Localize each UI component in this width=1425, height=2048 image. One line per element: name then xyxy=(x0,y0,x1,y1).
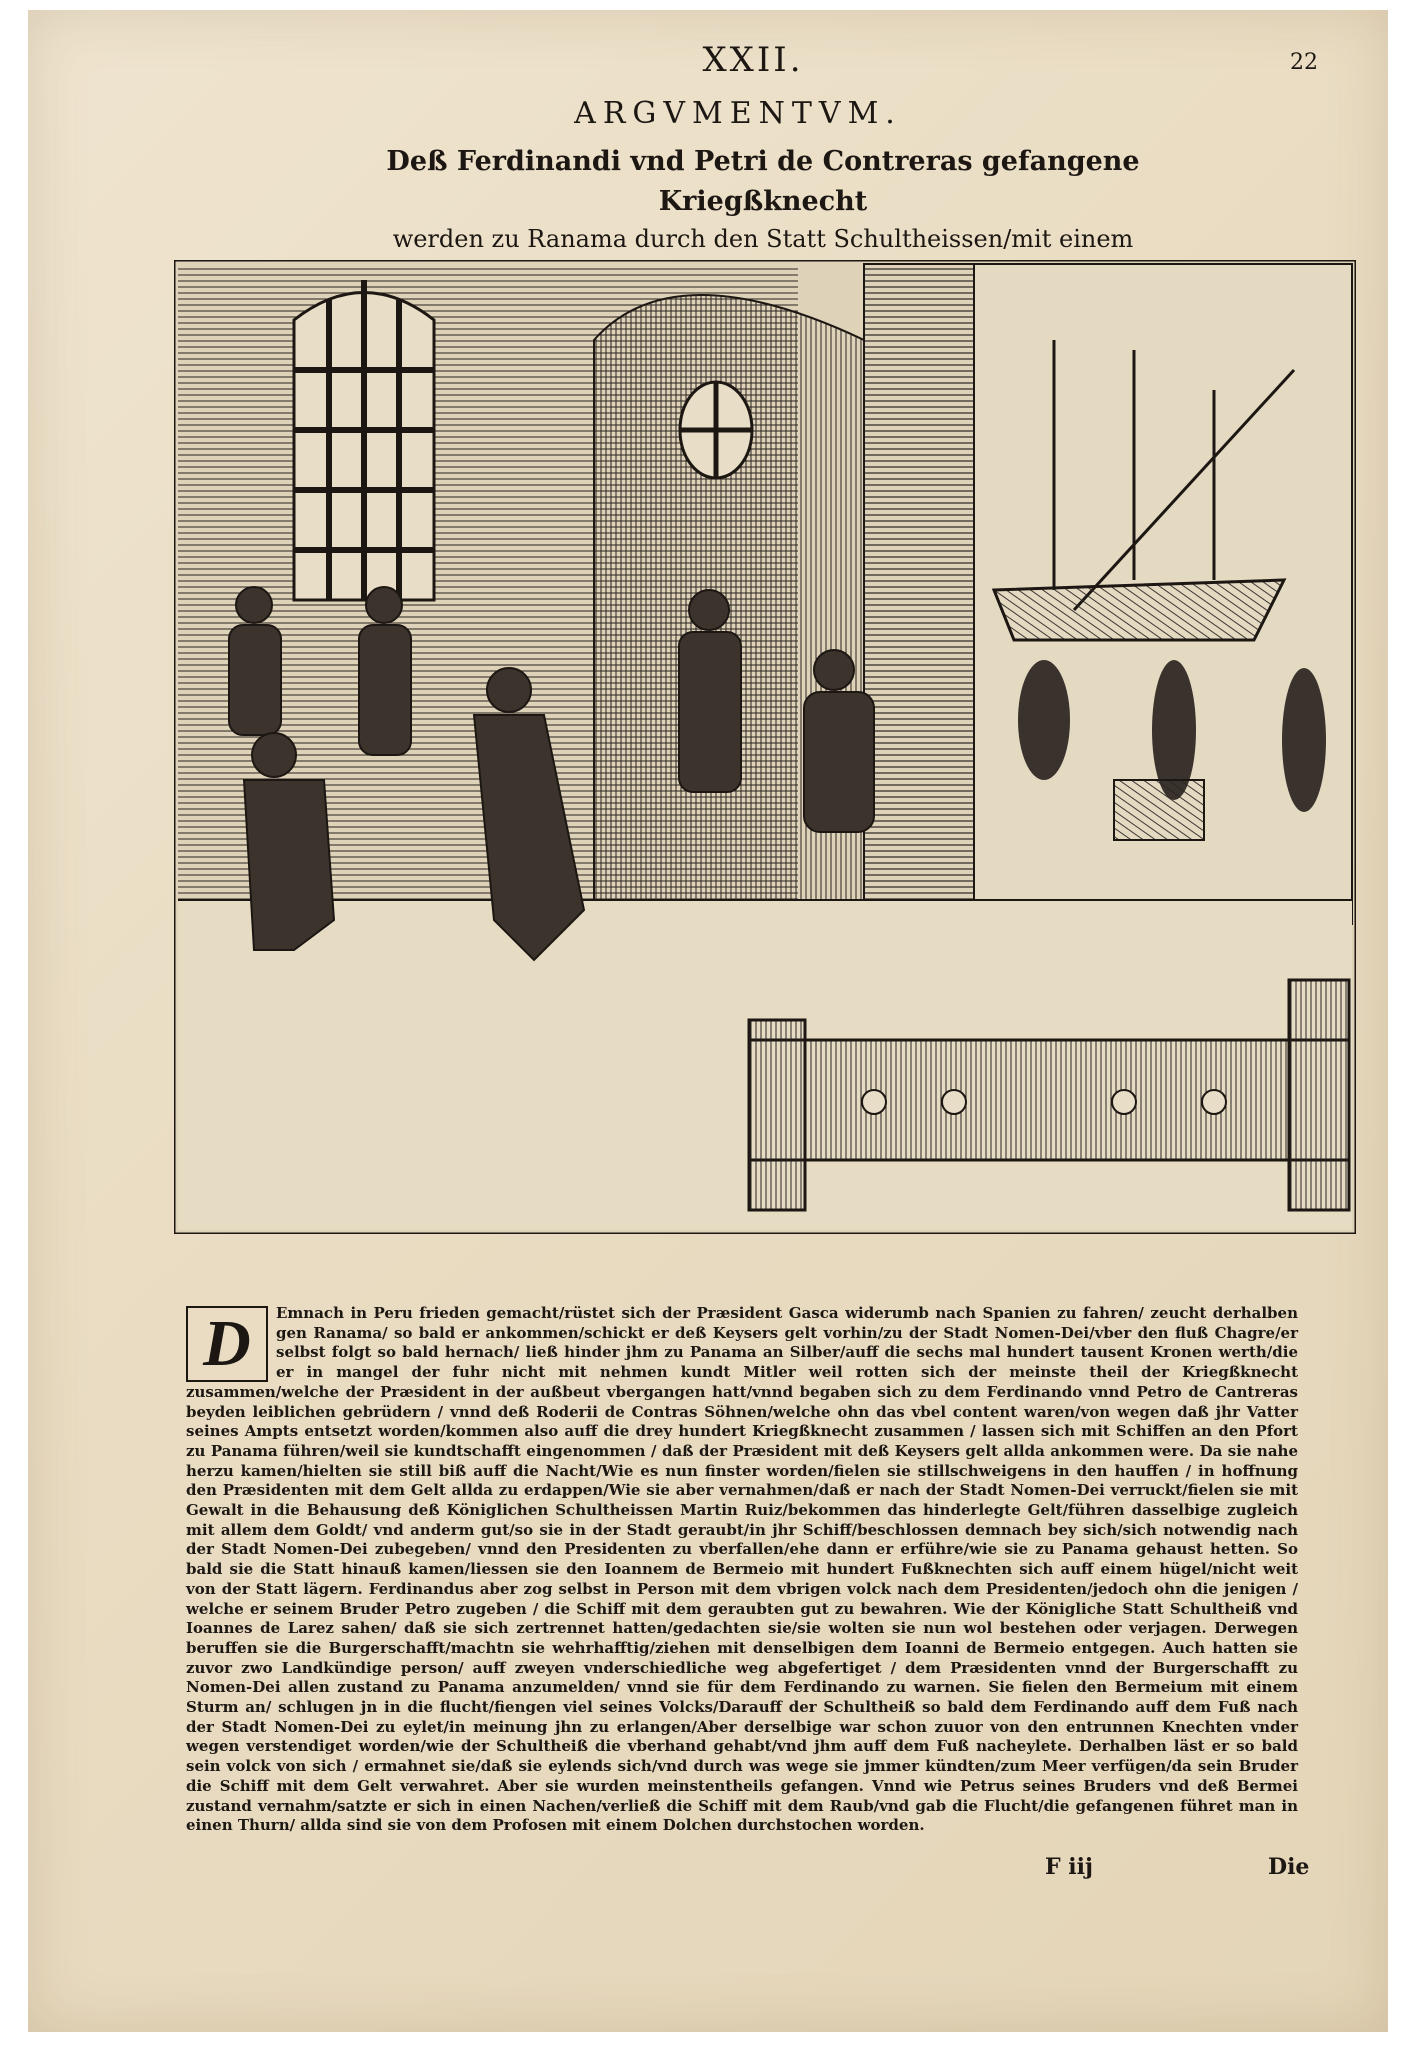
page-number: 22 xyxy=(1290,50,1318,75)
body-text xyxy=(186,1304,1298,1836)
catchword: Die xyxy=(1268,1854,1310,1880)
body-paragraph: Emnach in Peru frieden gemacht/rüstet sich der Præsident Gasca widerumb nach Spanien zu fahren/ zeucht derhalben gen Ranama/ so bald er ankommen/schickt er deß Keysers gelt vorhin/zu der Stadt Nomen-Dei/vber den fluß Chagre/er selbst folgt so bald hernach/ ließ hinder jhm zu Panama an Silber/auff die sechs mal hundert tausent Kronen werth/die er in mangel der fuhr nicht mit nehmen kundt Mitler weil rotten sich der meinste theil der Kriegßknecht zusammen/welche der Præsident in der außbeut vbergangen hatt/vnnd begaben sich zu dem Ferdinando vnnd Petro de Cantreras beyden leiblichen gebrüdern / vnnd deß Roderii de Contras Söhnen/welche ohn das vbel content waren/von wegen daß jhr Vatter seines Ampts entsetzt worden/kommen also auff die drey hundert Kriegßknecht zusammen / lassen sich mit Schiffen an den Pfort zu Panama führen/weil sie kundtschafft eingenommen / daß der Præsident mit deß Keysers gelt allda ankommen were. Da sie nahe herzu kamen/hielten sie still biß auff die Nacht/Wie es nun finster worden/fielen sie stillschweigens in den hauffen / in hoffnung den Præsidenten mit dem Gelt allda zu erdappen/Wie sie aber vernahmen/daß er nach der Stadt Nomen-Dei verruckt/fielen sie mit Gewalt in die Behausung deß Königlichen Schultheissen Martin Ruiz/bekommen das hinderlegte Gelt/führen dasselbige zugleich mit allem dem Goldt/ vnd anderm gut/so sie in der Stadt geraubt/in jhr Schiff/beschlossen demnach bey sich/sich notwendig nach der Stadt Nomen-Dei zubegeben/ vnnd den Presidenten zu vberfallen/ehe dann er erführe/wie sie zu Panama gehaust hetten. So bald sie die Statt hinauß kamen/liessen sie den Ioannem de Bermeio mit hundert Fußknechten sich auff einem hügel/nicht weit von der Statt lägern. Ferdinandus aber zog selbst in Person mit dem vbrigen volck nach dem Presidenten/jedoch ohn die jenigen / welche er seinem Bruder Petro zugeben / die Schiff mit dem geraubten gut zu bewahren. Wie der Königliche Statt Schultheiß vnd Ioannes de Larez sahen/ daß sie sich zertrennet hatten/gedachten sie/sie wolten sie nun wol bestehen oder verjagen. Derwegen beruffen sie die Burgerschafft/machtn sie wehrhafftig/ziehen mit denselbigen dem Ioanni de Bermeio entgegen. Auch hatten sie zuvor zwo Landkündige person/ auff zweyen vnderschiedliche weg abgefertiget / dem Præsidenten vnnd der Burgerschafft zu Nomen-Dei allen zustand zu Panama anzumelden/ vnnd sie für dem Ferdinando zu warnen. Sie fielen den Bermeium mit einem Sturm an/ schlugen jn in die flucht/fiengen viel seines Volcks/Darauff der Schultheiß so bald dem Ferdinando auff dem Fuß nach der Stadt Nomen-Dei zu eylet/in meinung jhn zu erlangen/Aber derselbige war schon zuuor von den entrunnen Knechten vnder wegen verstendiget worden/wie der Schultheiß die vberhand gehabt/vnd jhm auff dem Fuß nacheylete. Derhalben läst er so bald sein volck von sich / ermahnet sie/daß sie eylends sich/vnd durch was wege sie jmmer kündten/zum Meer verfügen/da sein Bruder die Schiff mit dem Gelt verwahret. Aber sie wurden meinstentheils gefangen. Vnnd wie Petrus seines Bruders vnd deß Bermei zustand vernahm/satzte er sich in einen Nachen/verließ die Schiff mit dem Raub/vnd gab die Flucht/die gefangenen führet man in einen Thurn/ allda sind sie von dem Profosen mit einem Dolchen durchstochen worden. xyxy=(186,1304,1298,1835)
title-main: Deß Ferdinandi vnd Petri de Contreras gefangene Kriegßknecht xyxy=(386,146,1140,217)
title-sub: werden zu Ranama durch den Statt Schultheissen/mit einem xyxy=(392,225,1134,253)
engraving-prison-scene-icon xyxy=(174,260,1356,1234)
decorative-initial: D xyxy=(186,1306,268,1382)
plate-number: XXII. xyxy=(702,40,804,80)
signature-mark: F iij xyxy=(1045,1854,1093,1880)
heading: ARGVMENTVM. xyxy=(574,96,902,131)
